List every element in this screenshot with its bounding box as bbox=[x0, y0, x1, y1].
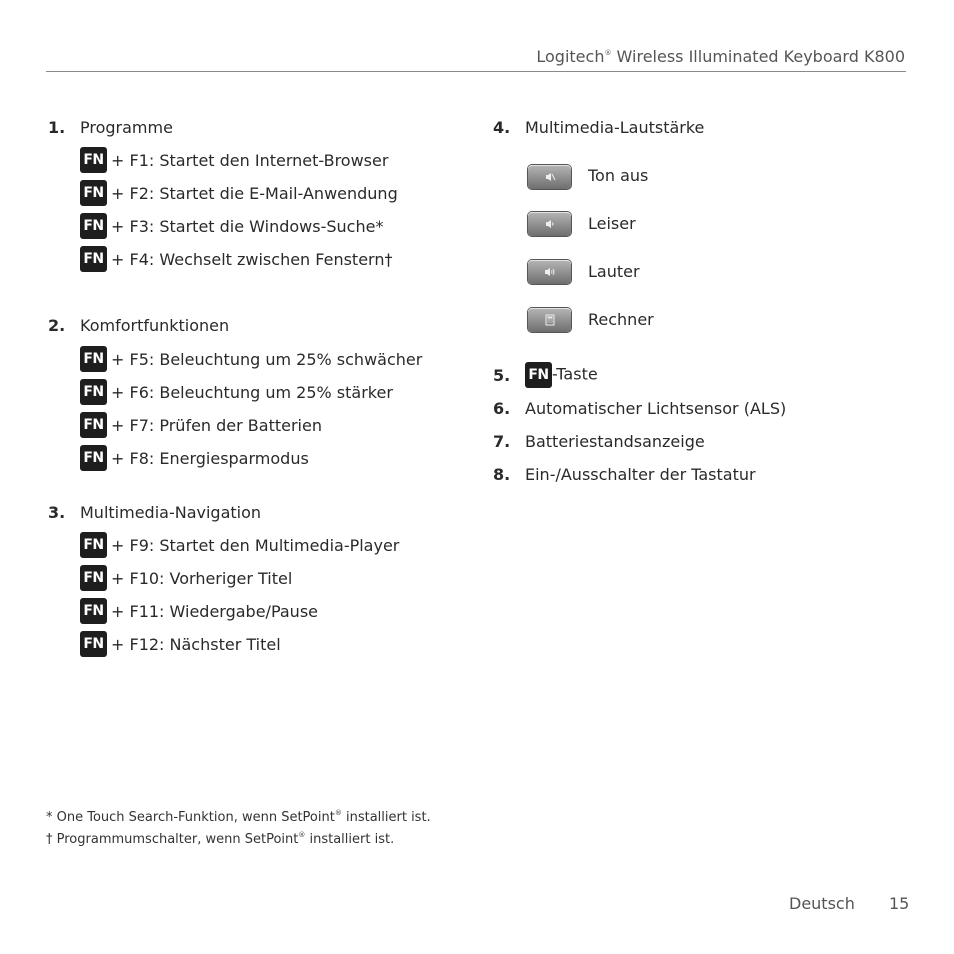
calculator-icon bbox=[544, 314, 556, 326]
fn-key-icon: FN bbox=[80, 631, 107, 657]
shortcut-row bbox=[80, 147, 388, 173]
volume-down-icon bbox=[544, 218, 556, 230]
calculator-key bbox=[528, 308, 571, 332]
header-divider bbox=[46, 71, 906, 72]
fn-key-icon: FN bbox=[80, 180, 107, 206]
footnote-text: † Programmumschalter, wenn SetPoint bbox=[46, 832, 299, 847]
key-label: Lauter bbox=[588, 262, 640, 281]
shortcut-row bbox=[80, 598, 318, 624]
fn-key-icon: FN bbox=[80, 147, 107, 173]
mute-key bbox=[528, 165, 571, 189]
section-title: Komfortfunktionen bbox=[80, 316, 230, 335]
section-number: 1. bbox=[48, 118, 66, 137]
list-item-text: Ein-/Ausschalter der Tastatur bbox=[525, 465, 756, 484]
volume-up-key bbox=[528, 260, 571, 284]
shortcut-text: + F4: Wechselt zwischen Fenstern† bbox=[111, 249, 393, 269]
section-title: Multimedia-Lautstärke bbox=[525, 118, 705, 137]
volume-down-key bbox=[528, 212, 571, 236]
footer-language: Deutsch bbox=[789, 894, 855, 913]
shortcut-text: + F3: Startet die Windows-Suche* bbox=[111, 216, 384, 236]
list-item-text: Batteriestandsanzeige bbox=[525, 432, 705, 451]
shortcut-text: + F9: Startet den Multimedia-Player bbox=[111, 535, 400, 555]
footnote bbox=[46, 831, 394, 847]
header-title bbox=[536, 47, 905, 66]
page-number: 15 bbox=[889, 894, 910, 913]
shortcut-row bbox=[80, 246, 392, 272]
footnote-text: installiert ist. bbox=[305, 832, 395, 847]
volume-up-icon bbox=[544, 266, 556, 278]
fn-key-icon: FN bbox=[80, 213, 107, 239]
shortcut-row bbox=[80, 631, 281, 657]
footnote bbox=[46, 809, 431, 825]
shortcut-text: + F12: Nächster Titel bbox=[111, 634, 281, 654]
list-item-text: Automatischer Lichtsensor (ALS) bbox=[525, 399, 787, 418]
shortcut-text: + F7: Prüfen der Batterien bbox=[111, 415, 322, 435]
registered-mark: ® bbox=[334, 809, 342, 817]
registered-mark: ® bbox=[298, 831, 306, 839]
fn-key-icon: FN bbox=[80, 598, 107, 624]
fn-key-icon: FN bbox=[80, 532, 107, 558]
list-number: 5. bbox=[493, 366, 511, 385]
shortcut-row bbox=[80, 565, 292, 591]
section-number: 3. bbox=[48, 503, 66, 522]
shortcut-row bbox=[80, 379, 393, 405]
fn-key-icon: FN bbox=[80, 346, 107, 372]
brand-trademark: ® bbox=[604, 49, 612, 57]
list-number: 6. bbox=[493, 399, 511, 418]
fn-key-icon: FN bbox=[80, 379, 107, 405]
key-label: Leiser bbox=[588, 214, 636, 233]
list-item bbox=[525, 362, 598, 388]
footnote-text: * One Touch Search-Funktion, wenn SetPoint bbox=[46, 810, 335, 825]
shortcut-row bbox=[80, 213, 383, 239]
brand-name: Logitech bbox=[536, 47, 605, 66]
list-number: 7. bbox=[493, 432, 511, 451]
section-title: Programme bbox=[80, 118, 173, 137]
section-number: 4. bbox=[493, 118, 511, 137]
shortcut-row bbox=[80, 445, 309, 471]
shortcut-text: + F5: Beleuchtung um 25% schwächer bbox=[111, 349, 423, 369]
section-number: 2. bbox=[48, 316, 66, 335]
fn-key-icon: FN bbox=[80, 246, 107, 272]
key-label: Ton aus bbox=[588, 166, 649, 185]
shortcut-text: + F11: Wiedergabe/Pause bbox=[111, 601, 318, 621]
shortcut-text: + F8: Energiesparmodus bbox=[111, 448, 309, 468]
list-number: 8. bbox=[493, 465, 511, 484]
shortcut-row bbox=[80, 532, 399, 558]
shortcut-row bbox=[80, 346, 422, 372]
fn-key-icon: FN bbox=[80, 412, 107, 438]
product-name: Wireless Illuminated Keyboard K800 bbox=[616, 47, 905, 66]
footnote-text: installiert ist. bbox=[341, 810, 431, 825]
key-label: Rechner bbox=[588, 310, 654, 329]
shortcut-text: + F6: Beleuchtung um 25% stärker bbox=[111, 382, 393, 402]
shortcut-text: + F10: Vorheriger Titel bbox=[111, 568, 293, 588]
fn-key-icon: FN bbox=[525, 362, 552, 388]
shortcut-text: + F1: Startet den Internet-Browser bbox=[111, 150, 389, 170]
fn-key-icon: FN bbox=[80, 445, 107, 471]
section-title: Multimedia-Navigation bbox=[80, 503, 262, 522]
shortcut-row bbox=[80, 412, 322, 438]
fn-key-icon: FN bbox=[80, 565, 107, 591]
shortcut-row bbox=[80, 180, 398, 206]
shortcut-text: + F2: Startet die E-Mail-Anwendung bbox=[111, 183, 398, 203]
list-item-text: -Taste bbox=[552, 364, 598, 384]
mute-icon bbox=[544, 171, 556, 183]
